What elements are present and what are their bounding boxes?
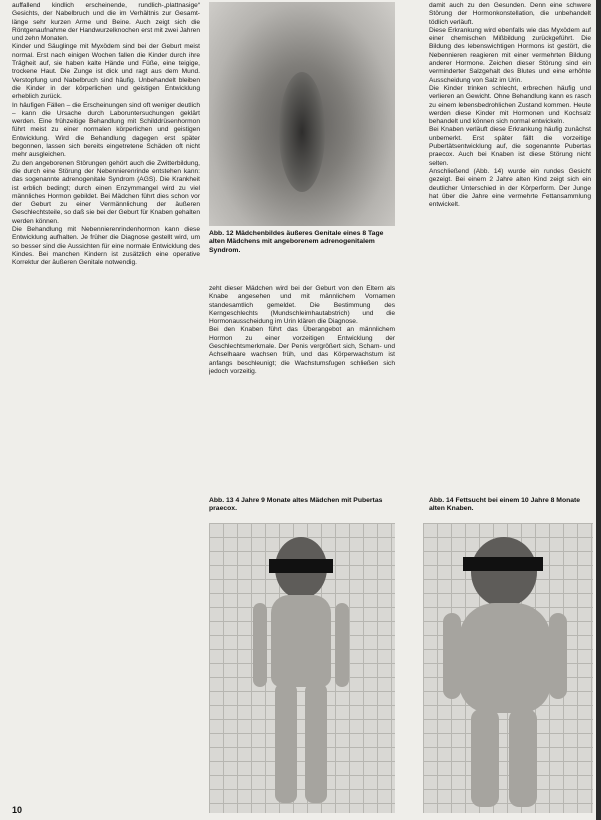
figure-arm-right xyxy=(335,603,349,687)
photo-boy-standing xyxy=(423,523,593,813)
paragraph: zeht dieser Mädchen wird bei der Geburt von den Eltern als Knabe angesehen und mit männlichem Vornamen standesamtlich gemeldet. Die Bestimmung des Kerngeschlechts (Mundschleimhautabstrich) und die Hormonausscheidung im Urin klären die Diagnose. xyxy=(209,285,395,326)
paragraph: Anschließend (Abb. 14) wurde ein rundes Gesicht gezeigt. Bei einem 2 Jahre alten Kind zeigt sich ein deutlicher Unterschied in der Körperform. Der Junge hat über die Jahre eine vermehrte Fettansammlung entwickelt. xyxy=(429,167,591,209)
page-number: 10 xyxy=(12,805,23,815)
article-right-column xyxy=(429,2,591,507)
article-left-column xyxy=(12,2,200,800)
paragraph: Die Behandlung mit Nebennierenrindenhormon kann diese Entwicklung aufhalten. Je früher die Diagnose gestellt wird, um so besser sind die Aussichten für eine normale Entwicklung des Kindes. Bei manchen Kindern ist zusätzlich eine operative Korrektur der äußeren Genitale notwendig. xyxy=(12,226,200,267)
paragraph: Zu den angeborenen Störungen gehört auch die Zwitterbildung, die durch eine Störung der Nebennierenrinde entstehen kann: das sogenannte adrenogenitale Syndrom (AGS). Die Krankheit ist erblich bedingt; durch einen Enzymmangel wird zu viel männliches Hormon gebildet. Bei Mädchen führt dies schon vor der Geburt zu einer Vermännlichung der äußeren Geschlechtsteile, so daß sie bei der Geburt für Knaben gehalten werden können. xyxy=(12,159,200,225)
figure-12-caption: Abb. 12 Mädchenbildes äußeres Genitale eines 8 Tage alten Mädchens mit angeborenem adrenogenitalem Syndrom. xyxy=(209,230,384,254)
figure-leg-left xyxy=(471,709,499,807)
article-middle-column xyxy=(209,285,395,495)
figure-head xyxy=(471,537,537,607)
figure-13-caption: Abb. 13 4 Jahre 9 Monate altes Mädchen mit Pubertas praecox. xyxy=(209,497,383,513)
photo-infant-genitals xyxy=(209,2,395,226)
figure-arm-left xyxy=(443,613,461,699)
paragraph: Diese Erkrankung wird ebenfalls wie das Myxödem auf einer chemischen Mißbildung zurückgeführt. Die Bildung des lebenswichtigen Hormons ist gestört, die Nebennieren reagieren mit einer vermehrten Bildung anderer Hormone. Zeichen dieser Störung sind ein verminderter Salzgehalt des Blutes und eine erhöhte Ausscheidung von Salz im Urin. xyxy=(429,26,591,84)
photo-girl-standing xyxy=(209,523,395,813)
paragraph: Bei Knaben verläuft diese Erkrankung häufig zunächst unbemerkt. Erst später fällt die vorzeitige Pubertätsentwicklung auf, die sogenannte Pubertas praecox. Auch bei Knaben ist diese Störung nicht selten. xyxy=(429,126,591,167)
figure-arm-left xyxy=(253,603,267,687)
figure-torso xyxy=(459,603,551,713)
figure-leg-left xyxy=(275,683,297,803)
eye-bar xyxy=(463,557,543,571)
paragraph: damit auch zu den Gesunden. Denn eine schwere Störung der Hormonkonstellation, die unbehandelt tödlich verläuft. xyxy=(429,2,591,26)
eye-bar xyxy=(269,559,333,573)
paragraph: Kinder und Säuglinge mit Myxödem sind bei der Geburt meist normal. Erst nach einigen Wochen fallen die Kinder durch ihre Trägheit auf, sie haben kalte Hände und Füße, eine teigige, trockene Haut. Die Zunge ist dick und ragt aus dem Mund. Verstopfung und Nabelbruch sind häufig. Unbehandelt bleiben die Kinder in der körperlichen und geistigen Entwicklung erheblich zurück. xyxy=(12,43,200,101)
paragraph: Die Kinder trinken schlecht, erbrechen häufig und verlieren an Gewicht. Ohne Behandlung kann es rasch zu einem lebensbedrohlichen Zustand kommen. Heute werden diese Kinder mit Hormonen und Kochsalz behandelt und können sich normal entwickeln. xyxy=(429,84,591,126)
figure-14-caption: Abb. 14 Fettsucht bei einem 10 Jahre 8 Monate alten Knaben. xyxy=(429,497,581,513)
figure-torso xyxy=(271,595,331,687)
scan-edge xyxy=(596,0,601,820)
paragraph: Bei den Knaben führt das Überangebot an männlichem Hormon zu einer vorzeitigen Entwicklung der Geschlechtsmerkmale. Der Penis vergrößert sich, Scham- und Achselhaare wachsen früh, und das Körperwachstum ist anfangs beschleunigt; die Wachstumsfugen schließen sich jedoch vorzeitig. xyxy=(209,326,395,375)
paragraph: auffallend kindlich erscheinende, rundlich-„plattnasige“ Gesichts, der Nabelbruch und die im Verhältnis zur Gesamt-länge sehr kurzen Arme und Beine. Auch zeigt sich die Röntgenaufnahme der Handwurzelknochen erst mit zwei Jahren und zehn Monaten. xyxy=(12,2,200,43)
photo-detail xyxy=(279,72,325,192)
figure-arm-right xyxy=(549,613,567,699)
paragraph: In häufigen Fällen – die Erscheinungen sind oft weniger deutlich – kann die Ursache durch Laboruntersuchungen geklärt werden. Eine frühzeitige Behandlung mit Schilddrüsenhormon führt meist zu einer normalen körperlichen und geistigen Entwicklung. Wird die Behandlung dagegen erst später begonnen, lassen sich bereits eingetretene Schäden oft nicht mehr ausgleichen. xyxy=(12,101,200,159)
figure-leg-right xyxy=(305,683,327,803)
figure-leg-right xyxy=(509,709,537,807)
